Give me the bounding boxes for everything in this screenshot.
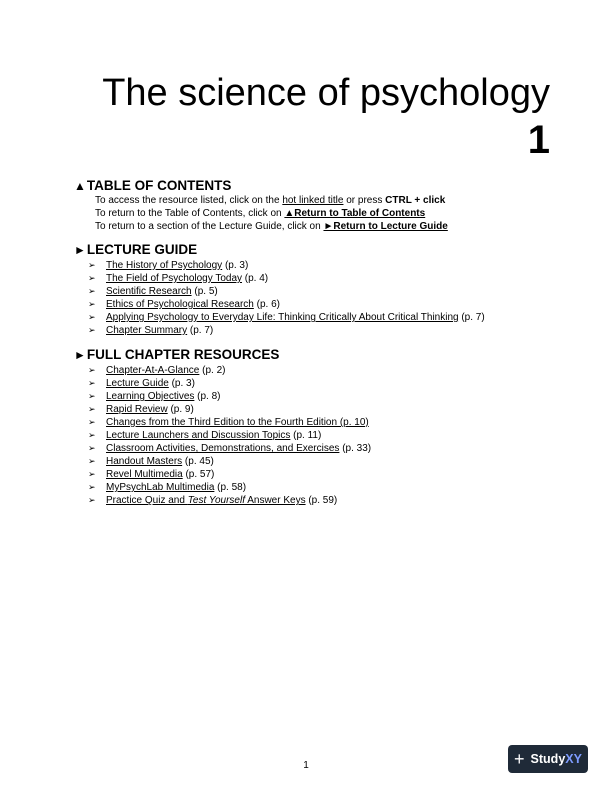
resource-link[interactable]: Handout Masters — [106, 456, 183, 467]
triangle-right-icon: ► — [74, 243, 86, 257]
resource-link[interactable]: Learning Objectives — [106, 391, 195, 402]
resource-link[interactable]: MyPsychLab Multimedia — [106, 482, 215, 493]
lecture-guide-link[interactable]: The Field of Psychology Today — [106, 273, 243, 284]
arrow-bullet-icon: ➢ — [88, 482, 96, 492]
arrow-bullet-icon: ➢ — [88, 417, 96, 427]
toc-instruction-3: To return to a section of the Lecture Guide, click on ►Return to Lecture Guide — [95, 221, 448, 232]
studyxy-logo-text: StudyXY — [530, 752, 582, 766]
resource-link[interactable]: Lecture Launchers and Discussion Topics — [106, 430, 291, 441]
arrow-bullet-icon: ➢ — [88, 286, 96, 296]
triangle-right-icon: ► — [74, 348, 86, 362]
arrow-bullet-icon: ➢ — [88, 430, 96, 440]
list-item: ➢ The History of Psychology (p. 3) — [88, 260, 249, 271]
resource-link[interactable]: Practice Quiz and Test Yourself Answer Keys — [106, 495, 306, 506]
arrow-bullet-icon: ➢ — [88, 378, 96, 388]
list-item: ➢ MyPsychLab Multimedia (p. 58) — [88, 482, 247, 493]
arrow-bullet-icon: ➢ — [88, 312, 96, 322]
arrow-bullet-icon: ➢ — [88, 495, 96, 505]
toc-instruction-1: To access the resource listed, click on the hot linked title or press CTRL + click — [95, 195, 446, 206]
resource-link[interactable]: Revel Multimedia — [106, 469, 183, 480]
plus-icon: + — [514, 749, 525, 769]
resource-link[interactable]: Classroom Activities, Demonstrations, and Exercises — [106, 443, 340, 454]
list-item: ➢ Handout Masters (p. 45) — [88, 456, 214, 467]
toc-section — [74, 178, 448, 233]
list-item: ➢ Applying Psychology to Everyday Life: Thinking Critically About Critical Thinking (p. 7) — [88, 312, 485, 323]
full-resources-section — [74, 347, 371, 507]
lecture-guide-heading: ►LECTURE GUIDE — [74, 242, 198, 257]
list-item: ➢ The Field of Psychology Today (p. 4) — [88, 273, 269, 284]
list-item: ➢ Practice Quiz and Test Yourself Answer Keys (p. 59) — [88, 495, 338, 506]
arrow-bullet-icon: ➢ — [88, 456, 96, 466]
lecture-guide-link[interactable]: Scientific Research — [106, 286, 192, 297]
list-item: ➢ Ethics of Psychological Research (p. 6) — [88, 299, 280, 310]
arrow-bullet-icon: ➢ — [88, 299, 96, 309]
list-item: ➢ Lecture Launchers and Discussion Topics (p. 11) — [88, 430, 322, 441]
lecture-guide-link[interactable]: Applying Psychology to Everyday Life: Thinking Critically About Critical Thinking — [106, 312, 459, 323]
chapter-title: The science of psychology — [102, 72, 550, 114]
list-item: ➢ Scientific Research (p. 5) — [88, 286, 218, 297]
lecture-guide-link[interactable]: Ethics of Psychological Research — [106, 299, 254, 310]
list-item: ➢ Chapter Summary (p. 7) — [88, 325, 214, 336]
arrow-bullet-icon: ➢ — [88, 273, 96, 283]
return-to-lecture-guide-link[interactable]: ►Return to Lecture Guide — [323, 221, 448, 232]
full-resources-list — [88, 364, 371, 507]
triangle-up-icon: ▲ — [74, 179, 86, 193]
resource-link[interactable]: Lecture Guide — [106, 378, 169, 389]
resource-link[interactable]: Chapter-At-A-Glance — [106, 365, 200, 376]
lecture-guide-list — [88, 259, 485, 337]
arrow-bullet-icon: ➢ — [88, 260, 96, 270]
resource-link[interactable]: Rapid Review — [106, 404, 168, 415]
lecture-guide-link[interactable]: The History of Psychology — [106, 260, 223, 271]
return-to-toc-link[interactable]: ▲Return to Table of Contents — [284, 208, 426, 219]
toc-instruction-2: To return to the Table of Contents, click on ▲Return to Table of Contents — [95, 208, 426, 219]
lecture-guide-section — [74, 242, 485, 337]
list-item — [88, 416, 371, 429]
page-number: 1 — [303, 760, 309, 771]
arrow-bullet-icon: ➢ — [88, 365, 96, 375]
arrow-bullet-icon: ➢ — [88, 391, 96, 401]
list-item: ➢ Chapter-At-A-Glance (p. 2) — [88, 365, 226, 376]
arrow-bullet-icon: ➢ — [88, 404, 96, 414]
hot-linked-title-link[interactable]: hot linked title — [282, 195, 344, 206]
toc-heading: ▲TABLE OF CONTENTS — [74, 178, 232, 193]
lecture-guide-link[interactable]: Chapter Summary — [106, 325, 188, 336]
list-item: ➢ Classroom Activities, Demonstrations, and Exercises (p. 33) — [88, 443, 372, 454]
full-resources-heading: ►FULL CHAPTER RESOURCES — [74, 347, 280, 362]
chapter-number: 1 — [527, 118, 550, 162]
arrow-bullet-icon: ➢ — [88, 469, 96, 479]
list-item: ➢ Learning Objectives (p. 8) — [88, 391, 221, 402]
resource-link[interactable]: Changes from the Third Edition to the Fourth Edition (p. 10) — [106, 417, 369, 428]
list-item: ➢ Rapid Review (p. 9) — [88, 404, 194, 415]
arrow-bullet-icon: ➢ — [88, 325, 96, 335]
list-item: ➢ Revel Multimedia (p. 57) — [88, 469, 215, 480]
arrow-bullet-icon: ➢ — [88, 443, 96, 453]
studyxy-badge[interactable] — [508, 745, 588, 773]
list-item: ➢ Lecture Guide (p. 3) — [88, 378, 195, 389]
